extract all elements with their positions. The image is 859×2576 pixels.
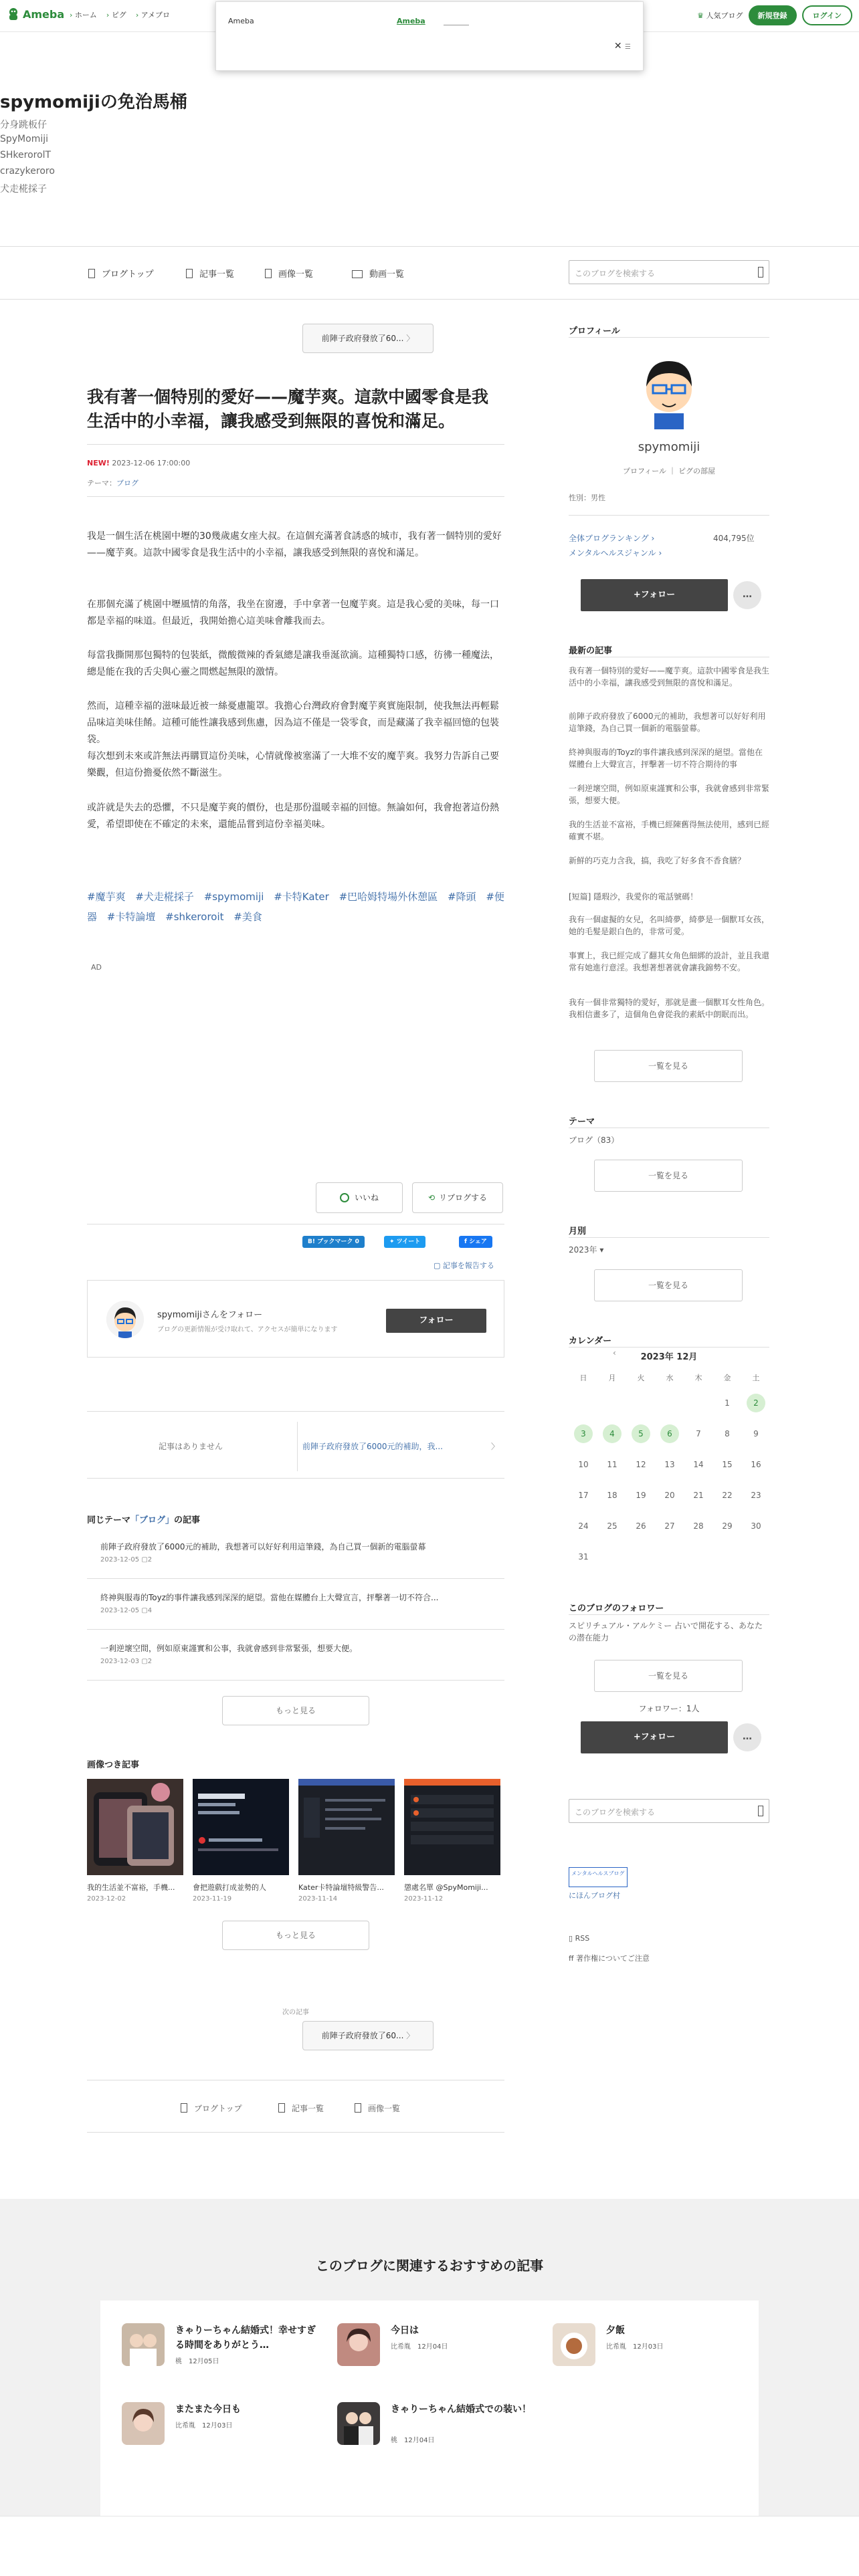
recommended-item[interactable] bbox=[337, 2323, 538, 2377]
calendar-day: 15 bbox=[722, 1460, 733, 1469]
followers-more-button[interactable]: 一覧を見る bbox=[594, 1660, 743, 1692]
sidebar-follow-button-2[interactable]: +フォロー bbox=[581, 1721, 728, 1753]
theme-label: テーマ： bbox=[87, 479, 116, 488]
list-item-title: 前陣子政府發放了6000元的補助，我想著可以好好利用這筆錢，為自己買一個新的電腦螢幕 bbox=[100, 1542, 426, 1551]
calendar-day: 11 bbox=[607, 1460, 617, 1469]
bottom-nav-blog-top-label: ブログトップ bbox=[194, 2104, 242, 2113]
article-date: 2023-12-06 17:00:00 bbox=[112, 459, 191, 467]
calendar-day: 8 bbox=[725, 1429, 730, 1438]
image-article-date: 2023-11-19 bbox=[193, 1895, 232, 1903]
comment-icon: ▢ bbox=[141, 1658, 148, 1665]
new-badge: NEW! bbox=[87, 459, 110, 467]
image-icon bbox=[265, 269, 272, 278]
recommended-date: 12月04日 bbox=[417, 2343, 448, 2351]
nav-blog-top-label: ブログトップ bbox=[102, 270, 154, 280]
next-article-caption: 次の記事 bbox=[282, 2009, 309, 2016]
recommended-item[interactable] bbox=[122, 2323, 322, 2377]
calendar-day: 26 bbox=[636, 1521, 646, 1531]
recommended-thumb bbox=[122, 2402, 165, 2445]
recommended-thumb bbox=[337, 2402, 380, 2445]
ranking-link[interactable] bbox=[569, 532, 654, 544]
profile-links: プロフィール ｜ ピグの部屋 bbox=[623, 467, 715, 475]
calendar-day[interactable]: 6 bbox=[660, 1424, 679, 1443]
calendar-day: 24 bbox=[578, 1521, 589, 1531]
recommended-author: 比希胤 bbox=[606, 2343, 626, 2351]
weekday-label: 火 bbox=[637, 1374, 645, 1382]
recommended-meta bbox=[391, 2341, 448, 2351]
heart-icon bbox=[340, 1193, 349, 1202]
nav-blog-top[interactable] bbox=[88, 267, 154, 280]
bottom-nav-article-list-label: 記事一覧 bbox=[292, 2104, 324, 2113]
month-more-button[interactable]: 一覧を見る bbox=[594, 1269, 743, 1301]
recent-article-link[interactable]: 前陣子政府發放了6000元的補助，我想著可以好好利用這筆錢，為自己買一個新的電腦螢幕。 bbox=[569, 712, 766, 733]
image-article-date: 2023-12-02 bbox=[87, 1895, 126, 1903]
home-icon bbox=[181, 2103, 187, 2113]
recommended-thumb bbox=[337, 2323, 380, 2366]
hatena-bookmark-button[interactable] bbox=[302, 1236, 365, 1248]
same-theme-heading bbox=[87, 1513, 200, 1525]
search-icon[interactable] bbox=[758, 267, 763, 278]
same-theme-link[interactable]: 「ブログ」 bbox=[130, 1515, 175, 1525]
blog-nav bbox=[0, 246, 859, 300]
hashtag[interactable]: #魔芋爽 bbox=[87, 891, 126, 903]
list-item-date: 2023-12-05 bbox=[100, 1556, 140, 1564]
blog-subtitle-1: 分身跳板仔 bbox=[0, 120, 47, 130]
divider bbox=[569, 515, 769, 516]
hashtag[interactable]: #犬走椛採子 bbox=[135, 891, 194, 903]
divider bbox=[87, 444, 504, 445]
report-link[interactable] bbox=[434, 1260, 494, 1271]
divider bbox=[569, 337, 769, 338]
game-screenshot-image bbox=[193, 1779, 289, 1875]
report-label: 記事を報告する bbox=[442, 1261, 494, 1270]
theme-link[interactable]: ブログ bbox=[116, 479, 138, 488]
article-title[interactable]: 我有著一個特別的愛好——魔芋爽。這款中國零食是我生活中的小幸福，讓我感受到無限的喜悅和滿足。 bbox=[87, 387, 489, 431]
divider bbox=[87, 496, 504, 497]
rss-link[interactable] bbox=[569, 1934, 589, 1943]
facebook-icon: f bbox=[464, 1239, 467, 1245]
badge-text: メンタルヘルスブログ bbox=[571, 1870, 625, 1876]
recent-more-button[interactable]: 一覧を見る bbox=[594, 1050, 743, 1082]
recommended-heading: このブログに関連するおすすめの記事 bbox=[315, 2258, 544, 2274]
recommended-title: 今日は bbox=[391, 2325, 419, 2336]
month-item-link[interactable] bbox=[569, 1244, 769, 1256]
weekday-label: 金 bbox=[723, 1374, 731, 1382]
forum-screenshot-image bbox=[298, 1779, 395, 1875]
ameba-logo-text: Ameba bbox=[23, 7, 65, 21]
recommended-title: きゃりーちゃん結婚式！幸せすぎる時間をありがとう… bbox=[175, 2325, 316, 2351]
nav-image-list[interactable] bbox=[265, 267, 313, 280]
theme-item-link[interactable]: ブログ（83） bbox=[569, 1136, 619, 1145]
calendar-day: 10 bbox=[578, 1460, 589, 1469]
follow-box-name: spymomijiさんをフォロー bbox=[157, 1310, 263, 1320]
hashtag[interactable]: #spymomiji bbox=[203, 891, 264, 903]
ameba-logo[interactable] bbox=[7, 7, 64, 21]
article-meta bbox=[87, 459, 190, 467]
search-icon[interactable] bbox=[758, 1806, 763, 1816]
list-item-count: 2 bbox=[147, 1658, 153, 1665]
recent-article-link[interactable]: 事實上，我已經完成了翻其女角色細綁的設計，並且我還常有她進行意淫。我想著想著就會讓我錦勢不安。 bbox=[569, 951, 770, 972]
list-icon bbox=[186, 269, 193, 278]
weekday-label: 水 bbox=[666, 1374, 674, 1382]
recommended-author: 比希胤 bbox=[391, 2343, 411, 2351]
image-article-thumb[interactable] bbox=[193, 1779, 289, 1875]
list-item-title: 一剎逆壞空間，例如原東謹實和公事，我就會感到非常緊張，想要大便。 bbox=[100, 1644, 358, 1653]
blog-subtitle-5: 犬走椛採子 bbox=[0, 184, 47, 195]
profile-link[interactable]: プロフィール bbox=[623, 467, 666, 475]
notification-popup bbox=[215, 1, 644, 71]
nav-image-list-label: 画像一覧 bbox=[278, 270, 314, 280]
image-article-thumb[interactable] bbox=[87, 1779, 183, 1875]
list-icon bbox=[278, 2103, 285, 2113]
month-item-label: 2023年 bbox=[569, 1245, 597, 1255]
nav-home[interactable]: › ホーム bbox=[70, 9, 97, 20]
prev-article-label: 前陣子政府發放了60... bbox=[321, 334, 404, 343]
image-article-caption[interactable]: 會把遊戲打成並勢的人 bbox=[193, 1883, 266, 1892]
wedding-photo-image bbox=[337, 2402, 380, 2445]
list-item-date: 2023-12-03 bbox=[100, 1658, 140, 1665]
list-item[interactable] bbox=[100, 1541, 504, 1564]
article-paragraph: 我是一個生活在桃園中壢的30幾歲處女座大叔。在這個充滿著食誘惑的城市，我有著一個特別的愛好——魔芋爽。這款中國零食是我生活中的小幸福，讓我感受到無限的喜悅和滿足。 bbox=[87, 531, 502, 558]
list-item-count: 2 bbox=[147, 1556, 153, 1564]
video-icon bbox=[352, 270, 363, 278]
recommended-meta bbox=[175, 2355, 219, 2365]
calendar-day: 23 bbox=[751, 1491, 761, 1500]
article-paragraph: 每當我撕開那包獨特的包裝紙，微酸微辣的香氣總是讓我垂涎欲滴。這種獨特口感，彷彿一種魔法，總是能在我的舌尖與心靈之間燃起無限的激情。 bbox=[87, 650, 499, 677]
calendar-day[interactable]: 4 bbox=[603, 1424, 622, 1443]
follow-box-desc: ブログの更新情報が受け取れて、アクセスが簡単になります bbox=[157, 1326, 338, 1333]
divider bbox=[87, 2132, 504, 2133]
image-article-date: 2023-11-12 bbox=[404, 1895, 444, 1903]
chevron-left-icon: ‹ bbox=[613, 1348, 616, 1358]
close-icon: ✕ bbox=[613, 41, 622, 51]
profile-gender: 性別：男性 bbox=[569, 494, 605, 502]
follower-count: フォロワー：1人 bbox=[638, 1704, 700, 1713]
avatar-face-icon bbox=[106, 1301, 144, 1338]
calendar-day[interactable]: 3 bbox=[574, 1424, 593, 1443]
recommended-date: 12月03日 bbox=[633, 2343, 664, 2351]
calendar-day: 25 bbox=[607, 1521, 617, 1531]
hatena-count: 0 bbox=[355, 1239, 359, 1245]
recent-article-link[interactable]: 我有一個非常獨特的愛好，那就是畫一個獸耳女性角色。我相信畫多了，這個角色會從我的素紙中朗眠而出。 bbox=[569, 998, 770, 1019]
image-articles-more-button[interactable]: もっと見る bbox=[222, 1921, 369, 1950]
image-article-thumb[interactable] bbox=[404, 1779, 500, 1875]
recent-article-link[interactable]: [短篇] 隱瑕沙，我愛你的電話號碼！ bbox=[569, 892, 698, 901]
like-button[interactable] bbox=[316, 1182, 403, 1213]
calendar-day: 28 bbox=[693, 1521, 704, 1531]
reblog-button[interactable] bbox=[412, 1182, 503, 1213]
calendar-day: 21 bbox=[693, 1491, 704, 1500]
chevron-down-icon: ▾ bbox=[597, 1245, 604, 1255]
profile-name[interactable]: spymomiji bbox=[638, 440, 700, 454]
phone-photo-image bbox=[87, 1779, 183, 1875]
calendar-day: 22 bbox=[722, 1491, 733, 1500]
recommended-date: 12月04日 bbox=[404, 2437, 435, 2444]
nav-ameblo[interactable]: › アメブロ bbox=[136, 9, 170, 20]
blog-village-badge[interactable] bbox=[569, 1867, 628, 1887]
image-article-date: 2023-11-14 bbox=[298, 1895, 338, 1903]
nav-article-list-label: 記事一覧 bbox=[199, 270, 235, 280]
ranking-value: 404,795位 bbox=[713, 534, 755, 543]
next-article-button-label: 前陣子政府發放了60... bbox=[321, 2031, 404, 2040]
image-article-caption[interactable]: Kater卡特論壇特級警告... bbox=[298, 1883, 384, 1892]
woman-photo-image bbox=[337, 2323, 380, 2366]
no-prev-article: 記事はありません bbox=[158, 1442, 223, 1451]
more-options-button[interactable]: … bbox=[733, 581, 761, 609]
twitter-icon: ✦ bbox=[389, 1239, 395, 1245]
nihon-blog-link[interactable]: にほんブログ村 bbox=[569, 1891, 620, 1900]
next-article-label: 前陣子政府發放了6000元的補助，我... bbox=[302, 1442, 443, 1451]
popup-title: Ameba bbox=[228, 17, 254, 25]
recent-article-link[interactable]: 我有著一個特別的愛好——魔芋爽。這款中國零食是我生活中的小幸福，讓我感受到無限的喜悅和滿足。 bbox=[569, 666, 770, 687]
divider bbox=[297, 1422, 298, 1471]
blog-title[interactable]: spymomijiの免治馬桶 bbox=[0, 92, 187, 112]
header-actions bbox=[697, 5, 852, 25]
calendar-day: 16 bbox=[751, 1460, 761, 1469]
same-theme-post: の記事 bbox=[174, 1515, 201, 1525]
weekday-label: 木 bbox=[694, 1374, 702, 1382]
recommended-thumb bbox=[122, 2323, 165, 2366]
followers-heading: このブログのフォロワー bbox=[569, 1604, 664, 1614]
list-item-count: 4 bbox=[147, 1607, 153, 1614]
divider bbox=[87, 1680, 504, 1681]
hashtag[interactable]: #卡特論壇 bbox=[106, 911, 156, 923]
recommended-meta bbox=[175, 2420, 232, 2430]
global-nav bbox=[70, 9, 170, 20]
hashtag[interactable]: #便器 bbox=[87, 891, 504, 923]
image-icon bbox=[355, 2103, 361, 2113]
blogger-avatar[interactable] bbox=[106, 1301, 144, 1338]
report-icon: ▢ bbox=[434, 1261, 441, 1270]
tweet-button[interactable] bbox=[384, 1236, 425, 1248]
calendar-day: 20 bbox=[664, 1491, 675, 1500]
nav-video-list-label: 動画一覧 bbox=[369, 270, 405, 280]
crown-icon: ♛ bbox=[697, 11, 704, 20]
popup-close-button[interactable] bbox=[614, 41, 631, 51]
calendar-day: 31 bbox=[578, 1552, 589, 1562]
profile-heading: プロフィール bbox=[569, 326, 620, 336]
calendar-day: 18 bbox=[607, 1491, 617, 1500]
blog-subtitle-4: crazykeroro bbox=[0, 166, 55, 177]
calendar-title: 2023年 12月 bbox=[640, 1352, 698, 1362]
divider bbox=[87, 1478, 504, 1479]
prev-article-button[interactable] bbox=[302, 324, 434, 353]
recommended-author: 比希胤 bbox=[175, 2422, 195, 2430]
recommended-item[interactable] bbox=[337, 2402, 538, 2456]
chevron-right-icon: › bbox=[658, 548, 662, 558]
nav-article-list[interactable] bbox=[186, 267, 234, 280]
copyright-icon: ff bbox=[569, 1954, 574, 1963]
recommended-meta bbox=[606, 2341, 663, 2351]
bottom-nav-image-list-label: 画像一覧 bbox=[368, 2104, 401, 2113]
chevron-right-icon: 〉 bbox=[406, 334, 415, 343]
recommended-author: 桃 bbox=[391, 2437, 397, 2444]
recommended-item[interactable] bbox=[553, 2323, 753, 2377]
calendar-day: 19 bbox=[636, 1491, 646, 1500]
reblog-icon: ⟲ bbox=[427, 1193, 436, 1202]
hashtag[interactable]: #美食 bbox=[233, 911, 262, 923]
same-theme-pre: 同じテーマ bbox=[87, 1515, 131, 1525]
comment-icon: ▢ bbox=[141, 1556, 148, 1564]
hashtag[interactable]: #卡特Kater bbox=[274, 891, 329, 903]
more-options-button[interactable]: … bbox=[733, 1723, 761, 1751]
follow-box bbox=[87, 1280, 504, 1358]
article-paragraph: 然而，這種幸福的滋味最近被一絲憂慮籠罩。我擔心台灣政府會對魔芋爽實施限制，使我無法再輕鬆品味這美味佳餚。這種可能性讓我感到焦慮，因為這不僅是一袋零食，而是藏滿了我幸福回憶的包裝袋。 每次想到未來或許無法再購買這份美味，心情就像被塞滿了一大堆不安的魔芋爽。我努力告訴自己要樂觀，但這份擔憂依然不斷滋生。 bbox=[87, 701, 499, 778]
wedding-photo-image bbox=[122, 2323, 165, 2366]
image-articles-heading: 画像つき記事 bbox=[87, 1760, 140, 1770]
recommended-item[interactable] bbox=[122, 2402, 322, 2456]
list-item-meta bbox=[100, 1607, 504, 1614]
hatena-label: B! ブックマーク bbox=[308, 1239, 353, 1245]
calendar-day: 12 bbox=[636, 1460, 646, 1469]
divider bbox=[569, 1614, 769, 1615]
hashtag[interactable]: #降頭 bbox=[447, 891, 476, 903]
calendar-day: 9 bbox=[753, 1429, 759, 1438]
calendar-day: 17 bbox=[578, 1491, 589, 1500]
next-article-link[interactable] bbox=[302, 1440, 503, 1452]
hashtag[interactable]: #shkeroroit bbox=[165, 911, 224, 923]
weekday-label: 土 bbox=[752, 1374, 760, 1382]
home-icon bbox=[88, 269, 95, 278]
divider bbox=[569, 1347, 769, 1348]
calendar-day: 29 bbox=[722, 1521, 733, 1531]
genre-ranking-link[interactable] bbox=[569, 547, 662, 558]
rss-icon: ▯ bbox=[569, 1934, 573, 1943]
recommended-meta bbox=[391, 2434, 434, 2444]
article-paragraph: 在那個充滿了桃園中壢風情的角落，我坐在窗邊，手中拿著一包魔芋爽。這是我心愛的美味，每一口都是幸福的味道。但最近，我開始擔心這美味會離我而去。 bbox=[87, 599, 499, 627]
sidebar-search-placeholder: このブログを検索する bbox=[575, 1808, 656, 1817]
same-theme-more-button[interactable]: もっと見る bbox=[222, 1696, 369, 1725]
copyright-link[interactable] bbox=[569, 1953, 650, 1963]
woman-photo-image bbox=[122, 2402, 165, 2445]
calendar-day[interactable]: 2 bbox=[747, 1394, 765, 1412]
facebook-share-button[interactable] bbox=[459, 1236, 492, 1248]
like-label: いいね bbox=[354, 1193, 379, 1202]
chevron-right-icon: 〉 bbox=[406, 2031, 415, 2040]
recent-article-link[interactable]: 我的生活並不富裕，手機已經陳舊得無法使用，感到已經確實不堪。 bbox=[569, 820, 770, 841]
list-item-meta bbox=[100, 1658, 504, 1665]
blog-search-placeholder: このブログを検索する bbox=[575, 269, 656, 278]
recommended-title: きゃりーちゃん結婚式での装い！ bbox=[391, 2404, 531, 2415]
list-item[interactable] bbox=[100, 1642, 504, 1665]
article-paragraph: 或許就是失去的恐懼，不只是魔芋爽的價份，也是那份溫暖幸福的回憶。無論如何，我會抱著這份熱愛，希望即使在不確定的未來，還能品嘗到這份幸福美味。 bbox=[87, 802, 499, 830]
page-footer bbox=[0, 2516, 859, 2576]
recommended-date: 12月03日 bbox=[202, 2422, 233, 2430]
weekday-label: 月 bbox=[608, 1374, 616, 1382]
recommended-title: またまた今日も bbox=[175, 2404, 241, 2415]
image-article-thumb[interactable] bbox=[298, 1779, 395, 1875]
theme-heading: テーマ bbox=[569, 1117, 595, 1127]
calendar-day[interactable]: 5 bbox=[632, 1424, 650, 1443]
bottom-nav-article-list[interactable] bbox=[278, 2103, 324, 2114]
list-item-meta bbox=[100, 1556, 504, 1564]
sidebar-follow-button[interactable]: +フォロー bbox=[581, 579, 728, 611]
divider bbox=[87, 1578, 504, 1579]
popup-link[interactable]: Ameba bbox=[397, 17, 425, 25]
list-item[interactable] bbox=[100, 1592, 504, 1614]
chevron-right-icon: 〉 bbox=[490, 1442, 499, 1451]
login-button[interactable]: ログイン bbox=[802, 5, 852, 25]
weekday-label: 日 bbox=[579, 1374, 587, 1382]
month-heading: 月別 bbox=[569, 1226, 587, 1237]
copyright-label: 著作権についてご注意 bbox=[576, 1954, 650, 1963]
hashtag-list bbox=[87, 887, 504, 927]
popular-blog-link[interactable] bbox=[697, 10, 743, 21]
follow-button[interactable]: フォロー bbox=[386, 1309, 486, 1333]
blog-search-input[interactable] bbox=[569, 260, 769, 284]
list-item-date: 2023-12-05 bbox=[100, 1607, 140, 1614]
recent-article-link[interactable]: 新鮮的巧克力含我，搞，我吃了好多食不香食膳？ bbox=[569, 856, 746, 865]
list-screenshot-image bbox=[404, 1779, 500, 1875]
recommended-title: 夕飯 bbox=[606, 2325, 625, 2336]
followers-desc: スピリチュアル・アルケミー 占いで開花する、あなたの潜在能力 bbox=[569, 1621, 763, 1642]
next-article-button[interactable] bbox=[302, 2021, 434, 2050]
nav-pigg[interactable]: › ピグ bbox=[106, 9, 126, 20]
hashtag[interactable]: #巴哈姆特場外休憩區 bbox=[339, 891, 438, 903]
calendar-heading: カレンダー bbox=[569, 1336, 612, 1346]
rss-label: RSS bbox=[575, 1934, 590, 1943]
food-photo-image bbox=[553, 2323, 595, 2366]
blog-subtitle-2: SpyMomiji bbox=[0, 134, 49, 144]
menu-icon: ☰ bbox=[625, 43, 631, 51]
list-item-title: 終神與服毒的Toyz的事件讓我感到深深的絕望。當他在媒體台上大聲宣言，抨擊著一切不符合... bbox=[100, 1593, 439, 1602]
bottom-nav-image-list[interactable] bbox=[355, 2103, 400, 2114]
ameba-logo-icon bbox=[7, 7, 20, 21]
recommended-thumb bbox=[553, 2323, 595, 2366]
calendar-day: 14 bbox=[693, 1460, 704, 1469]
popular-blog-label: 人気ブログ bbox=[706, 11, 743, 20]
calendar-day: 30 bbox=[751, 1521, 761, 1531]
recent-article-link[interactable]: 一剎逆壞空間，例如原東謹實和公事，我就會感到非常緊張，想要大便。 bbox=[569, 784, 770, 805]
comment-icon: ▢ bbox=[141, 1607, 148, 1614]
profile-avatar-face-icon bbox=[637, 349, 701, 429]
bottom-nav-blog-top[interactable] bbox=[181, 2103, 242, 2114]
calendar-day: 7 bbox=[696, 1429, 701, 1438]
ad-label: AD bbox=[91, 963, 102, 972]
image-article-caption[interactable]: 懲處名單 @SpyMomiji... bbox=[404, 1883, 488, 1892]
register-button[interactable]: 新規登録 bbox=[749, 5, 797, 25]
calendar-day: 1 bbox=[725, 1398, 730, 1408]
recent-article-link[interactable]: 終神與服毒的Toyz的事件讓我感到深深的絕望。當他在媒體台上大聲宣言，抨擊著一切不符合期待的事 bbox=[569, 748, 763, 769]
sidebar-search-input[interactable] bbox=[569, 1799, 769, 1823]
divider bbox=[87, 1411, 504, 1412]
calendar-day: 13 bbox=[664, 1460, 675, 1469]
pigg-room-link[interactable]: ピグの部屋 bbox=[678, 467, 715, 475]
image-article-caption[interactable]: 我的生活並不富裕，手機... bbox=[87, 1883, 175, 1892]
nav-video-list[interactable] bbox=[352, 267, 404, 280]
chevron-right-icon: › bbox=[651, 534, 655, 543]
tweet-label: ツイート bbox=[396, 1239, 421, 1245]
calendar-day: 27 bbox=[664, 1521, 675, 1531]
recommended-author: 桃 bbox=[175, 2358, 182, 2365]
reblog-label: リブログする bbox=[439, 1193, 488, 1202]
recent-article-link[interactable]: 我有一個虛擬的女兒，名叫綺夢，綺夢是一個獸耳女孩，她的毛髮是銀白色的，非常可愛。 bbox=[569, 915, 770, 936]
article-theme bbox=[87, 477, 138, 488]
divider bbox=[569, 1237, 769, 1238]
ranking-label: 全体ブログランキング bbox=[569, 534, 649, 543]
recent-heading: 最新の記事 bbox=[569, 646, 613, 656]
fb-share-label: シェア bbox=[469, 1239, 487, 1245]
profile-avatar[interactable] bbox=[637, 349, 701, 429]
blog-subtitle-3: SHkerorolT bbox=[0, 150, 52, 160]
divider bbox=[87, 1629, 504, 1630]
theme-more-button[interactable]: 一覧を見る bbox=[594, 1160, 743, 1192]
recommended-date: 12月05日 bbox=[189, 2358, 219, 2365]
genre-label: メンタルヘルスジャンル bbox=[569, 548, 656, 558]
